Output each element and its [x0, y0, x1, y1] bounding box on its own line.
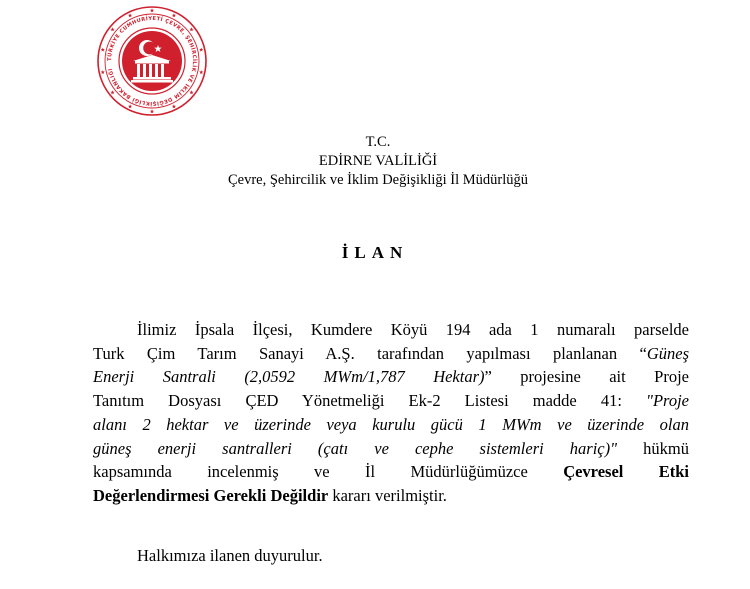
seal-star-icon: [150, 8, 154, 12]
closing-line: Halkımıza ilanen duyurulur.: [137, 546, 323, 565]
seal-star-icon: [101, 70, 105, 74]
ministry-seal-logo: [96, 5, 208, 117]
body-line-7: kapsamında incelenmiş ve İl Müdürlüğümüzce Çevresel Etki: [93, 462, 690, 482]
body-line-2: Turk Çim Tarım Sanayi A.Ş. tarafından yapılması planlanan “Güneş: [93, 343, 689, 363]
seal-star-icon: [199, 48, 203, 52]
body-line-3: Enerji Santrali (2,0592 MWm/1,787 Hektar)” projesine ait Proje: [93, 367, 689, 387]
seal-star-icon: [150, 109, 154, 113]
body-line-1: İlimiz İpsala İlçesi, Kumdere Köyü 194 ada 1 numaralı parselde: [137, 320, 689, 339]
notice-title: İLAN: [341, 243, 409, 262]
body-line-6: güneş enerji santralleri (çatı ve cephe sistemleri hariç)" hükmü: [93, 438, 689, 458]
header-governorship: EDİRNE VALİLİĞİ: [318, 153, 438, 169]
body-line-8: Değerlendirmesi Gerekli Değildir kararı verilmiştir.: [93, 485, 447, 505]
seal-star-icon: [189, 27, 193, 31]
seal-star-icon: [199, 70, 203, 74]
body-line-5: alanı 2 hektar ve üzerinde veya kurulu gücü 1 MWm ve üzerinde olan: [93, 414, 689, 434]
seal-star-icon: [110, 27, 114, 31]
seal-star-icon: [172, 13, 176, 17]
seal-star-icon: [128, 104, 132, 108]
seal-star-icon: [128, 13, 132, 17]
seal-star-icon: [110, 90, 114, 94]
header-tc: T.C.: [365, 134, 391, 150]
notice-body: [93, 318, 689, 508]
body-line-4: Tanıtım Dosyası ÇED Yönetmeliği Ek-2 Listesi madde 41: "Proje: [93, 391, 689, 411]
header-directorate: Çevre, Şehircilik ve İklim Değişikliği İl Müdürlüğü: [227, 172, 529, 188]
seal-star-icon: [189, 90, 193, 94]
seal-star-icon: [172, 104, 176, 108]
svg-text:TÜRKİYE CUMHURİYETİ ÇEVRE, ŞEH: TÜRKİYE CUMHURİYETİ ÇEVRE, ŞEHİRCİLİK VE İKLİM DEĞİŞİKLİĞİ BAKANLIĞI: [106, 15, 198, 107]
seal-star-icon: [101, 48, 105, 52]
